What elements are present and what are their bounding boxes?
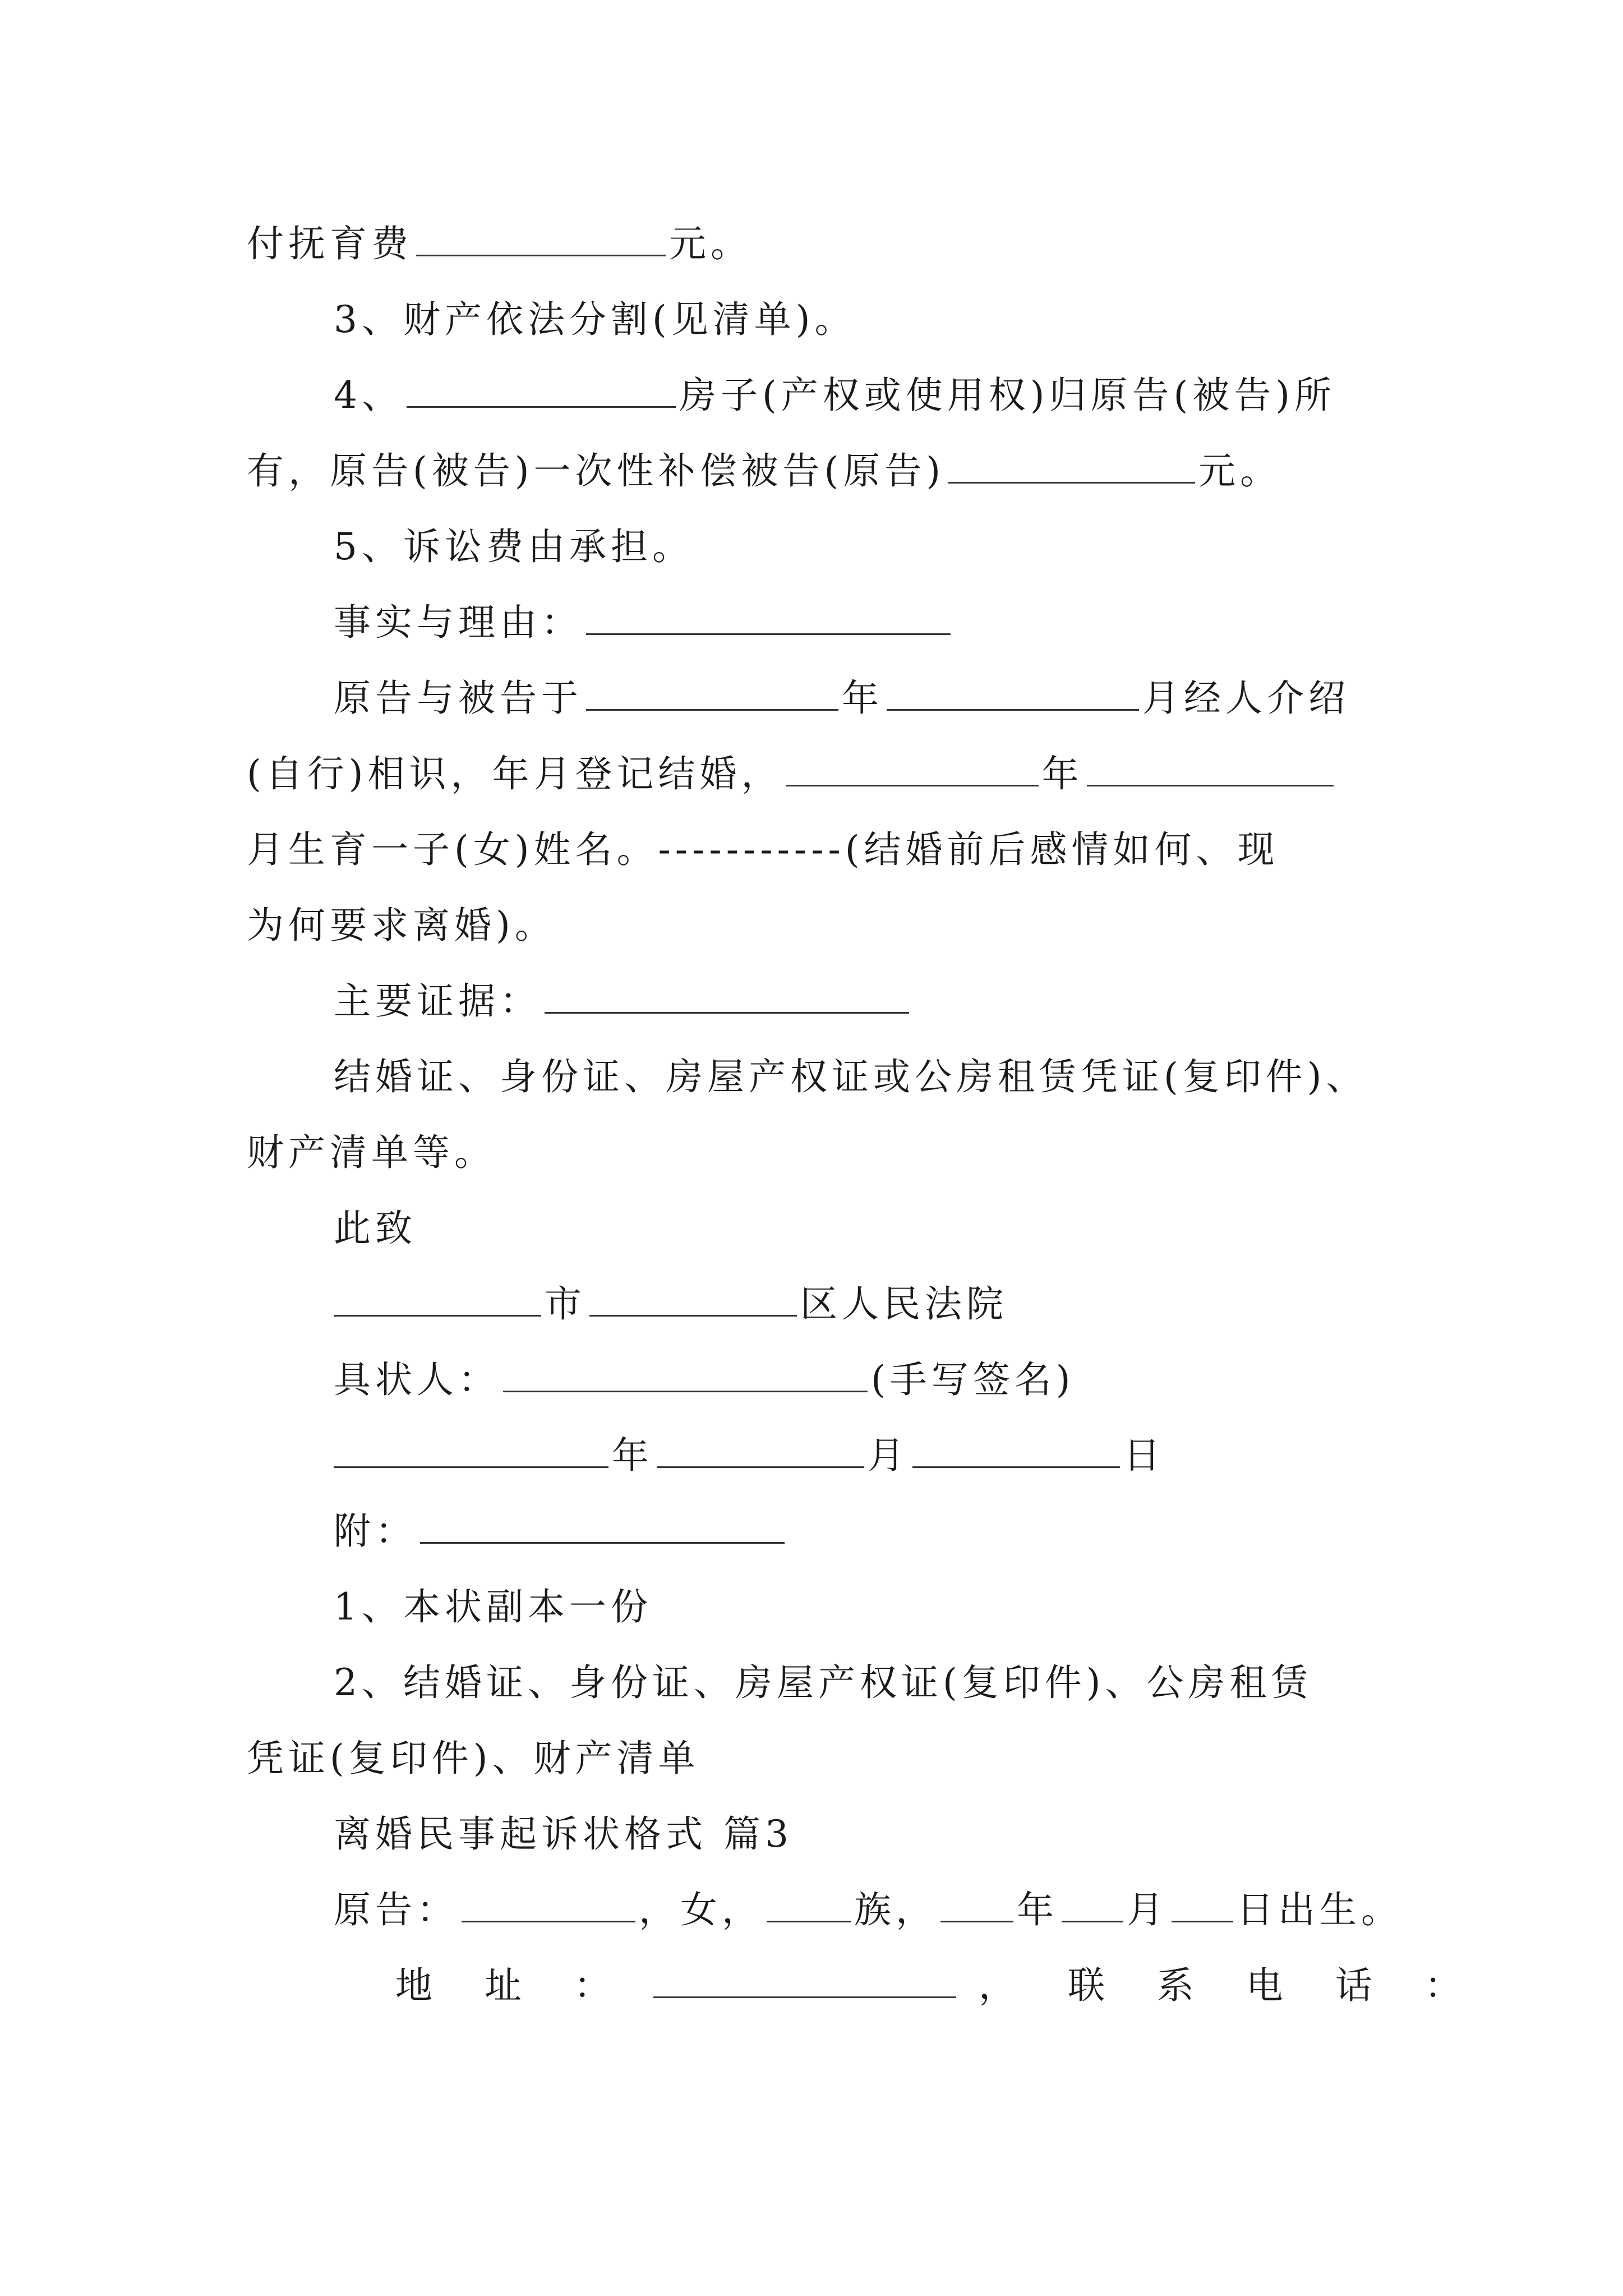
text-line: 凭证(复印件)、财产清单 [247,1737,700,1780]
text-segment: 主要证据： [334,979,541,1023]
text-segment: 年 [1017,1888,1058,1931]
text-segment: 具状人： [334,1358,500,1401]
fill-blank [407,372,676,408]
fill-blank [586,600,951,635]
text-line [395,1961,1482,2011]
fill-blank [334,1281,541,1317]
text-line [334,1506,788,1557]
fill-blank [940,1887,1013,1922]
text-line [247,446,1281,496]
text-segment: 年 [612,1434,653,1477]
text-segment: 日出生。 [1237,1888,1403,1931]
text-line [334,673,1350,724]
text-segment: 有，原告(被告)一次性补偿被告(原告) [247,449,945,493]
fill-blank [503,1357,868,1392]
fill-blank [948,448,1195,484]
text-segment: 月经人介绍 [1142,677,1350,720]
text-line: 月生育一子(女)姓名。-----------(结婚前后感情如何、现 [247,828,1279,871]
text-line [334,976,912,1027]
fill-blank [912,1433,1120,1468]
fill-blank [334,1433,608,1468]
text-segment: ，女， [639,1888,763,1931]
text-line: 2、结婚证、身份证、房屋产权证(复印件)、公房租赁 [334,1661,1313,1704]
text-segment: 月 [1127,1888,1168,1931]
text-segment: 月 [868,1434,909,1477]
text-segment: 日 [1123,1434,1165,1477]
fill-blank [420,1508,785,1544]
text-segment: 元。 [669,222,752,265]
fill-blank [653,1963,956,1998]
fill-blank [462,1887,635,1922]
text-line: 为何要求离婚)。 [247,904,556,947]
text-segment: (手写签名) [871,1358,1075,1401]
fill-blank [887,675,1139,711]
fill-blank [767,1887,851,1922]
text-line [247,749,1337,799]
fill-blank [786,751,1039,786]
text-segment: 年 [1041,752,1083,795]
text-segment: 4、 [334,374,403,417]
text-segment: 区人民法院 [800,1282,1008,1326]
fill-blank [589,1281,797,1317]
text-segment: 原告与被告于 [334,677,583,720]
text-line: 结婚证、身份证、房屋产权证或公房租赁凭证(复印件)、 [334,1055,1368,1098]
fill-blank [1172,1887,1233,1922]
text-line [334,1355,1075,1405]
fill-blank [416,221,666,256]
fill-blank [1087,751,1334,786]
text-segment: 元。 [1198,449,1281,493]
text-line [334,370,1336,421]
text-line: 5、诉讼费由承担。 [334,525,694,568]
text-line: 财产清单等。 [247,1131,496,1174]
fill-blank [586,675,838,711]
text-segment: (自行)相识，年月登记结婚， [247,752,783,795]
text-segment: 年 [842,677,883,720]
section-heading: 离婚民事起诉状格式 篇3 [334,1812,793,1856]
text-segment: ， 联 系 电 话 ： [978,1964,1482,2007]
text-line: 3、财产依法分割(见清单)。 [334,298,856,341]
text-segment: 原告： [334,1888,458,1931]
fill-blank [657,1433,864,1468]
fill-blank [1062,1887,1123,1922]
text-segment: 房子(产权或使用权)归原告(被告)所 [679,374,1336,417]
text-line: 此致 [334,1207,417,1250]
text-segment: 附： [334,1510,417,1553]
text-line [334,1430,1165,1481]
text-line [334,1279,1008,1329]
text-segment: 地 址 ： [395,1964,631,2007]
text-line: 1、本状副本一份 [334,1585,652,1628]
text-segment: 族， [854,1888,937,1931]
text-segment: 付抚育费 [247,222,413,265]
text-segment: 事实与理由： [334,601,583,644]
text-segment: 市 [545,1282,586,1326]
fill-blank [545,978,909,1014]
text-line [334,597,954,648]
text-line [334,1885,1403,1935]
text-line [247,219,752,269]
